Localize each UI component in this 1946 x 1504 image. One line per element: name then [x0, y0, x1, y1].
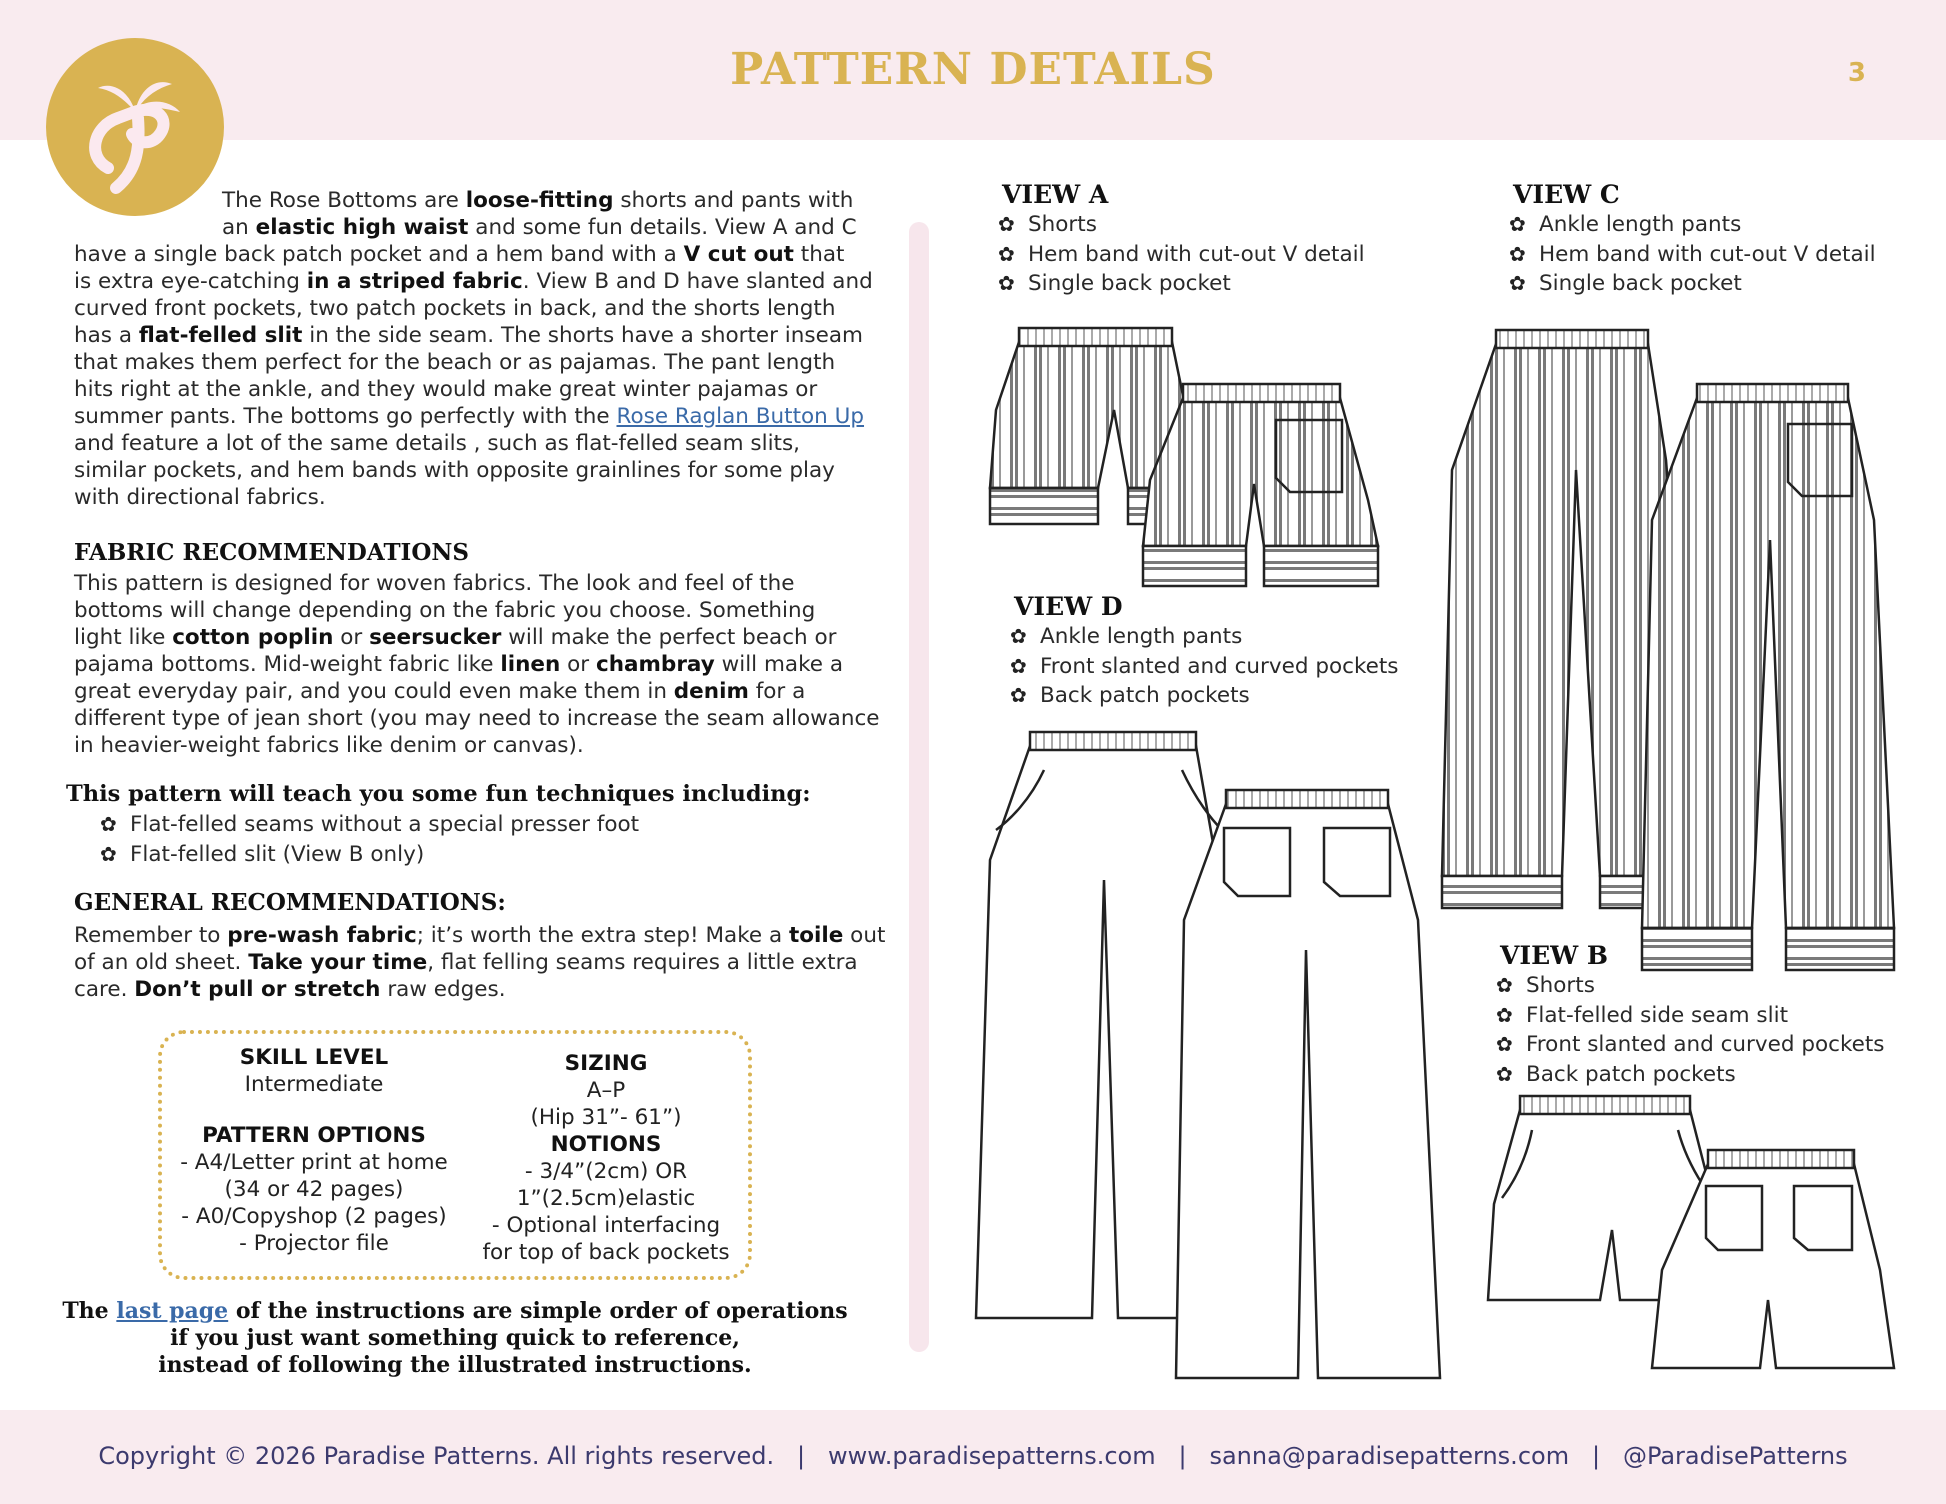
flower-bullet-icon: ✿: [1010, 683, 1027, 707]
options-item: - Projector file: [239, 1231, 389, 1256]
intro-line: is extra eye-catching in a striped fabric. View B and D have slanted and: [74, 269, 873, 294]
fabric-line: great everyday pair, and you could even make them in denim for a: [74, 679, 806, 704]
intro-line: with directional fabrics.: [74, 485, 326, 510]
skill-value: Intermediate: [244, 1072, 384, 1097]
options-item: - A4/Letter print at home: [180, 1150, 448, 1175]
footer-text: Copyright © 2026 Paradise Patterns. All rights reserved. | www.paradisepatterns.com | sanna@paradisepatterns.com | @ParadisePatterns: [98, 1442, 1848, 1470]
notions-item: 1”(2.5cm)elastic: [516, 1186, 696, 1211]
list-item: ✿ Front slanted and curved pockets: [1496, 1030, 1885, 1060]
view-a-title: VIEW A: [1002, 180, 1109, 209]
list-item: ✿ Single back pocket: [1509, 269, 1876, 299]
flower-bullet-icon: ✿: [1496, 1002, 1513, 1027]
intro-line: an elastic high waist and some fun details. View A and C: [222, 215, 857, 240]
flower-bullet-icon: ✿: [1010, 653, 1027, 678]
website-link[interactable]: www.paradisepatterns.com: [828, 1442, 1156, 1470]
intro-line: has a flat-felled slit in the side seam. The shorts have a shorter inseam: [74, 323, 863, 348]
fabric-line: in heavier-weight fabrics like denim or canvas).: [74, 733, 584, 758]
sizing-item: A–P: [586, 1078, 626, 1103]
list-item: ✿ Shorts: [998, 210, 1365, 240]
list-item: ✿ Flat-felled side seam slit: [1496, 1001, 1885, 1031]
fabric-line: pajama bottoms. Mid-weight fabric like linen or chambray will make a: [74, 652, 844, 677]
list-item: ✿ Flat-felled slit (View B only): [100, 840, 639, 870]
options-item: - A0/Copyshop (2 pages): [181, 1204, 447, 1229]
flower-bullet-icon: ✿: [998, 212, 1015, 236]
intro-line: and feature a lot of the same details , such as flat-felled seam slits,: [74, 431, 801, 456]
general-line: of an old sheet. Take your time, flat felling seams requires a little extra: [74, 950, 858, 975]
closing-line: The last page of the instructions are simple order of operations: [62, 1298, 848, 1324]
sizing-label: SIZING: [564, 1051, 648, 1076]
flower-bullet-icon: ✿: [1509, 212, 1526, 236]
sizing-item: (Hip 31”- 61”): [530, 1105, 682, 1130]
copyright: Copyright © 2026 Paradise Patterns. All rights reserved.: [98, 1442, 775, 1470]
notions-label: NOTIONS: [550, 1132, 662, 1157]
flower-bullet-icon: ✿: [1509, 241, 1526, 266]
flower-bullet-icon: ✿: [1496, 1032, 1513, 1056]
intro-line: have a single back patch pocket and a hem band with a V cut out that: [74, 242, 845, 267]
intro-line: curved front pockets, two patch pockets in back, and the shorts length: [74, 296, 836, 321]
intro-line: summer pants. The bottoms go perfectly with the Rose Raglan Button Up: [74, 404, 865, 429]
page-number: 3: [1847, 58, 1866, 88]
list-item: ✿ Single back pocket: [998, 269, 1365, 299]
intro-line: The Rose Bottoms are loose-fitting shorts and pants with: [222, 188, 854, 213]
social-handle[interactable]: @ParadisePatterns: [1622, 1442, 1848, 1470]
skill-label: SKILL LEVEL: [239, 1045, 389, 1070]
view-c-back-illustration: [1642, 384, 1894, 970]
notions-item: - 3/4”(2cm) OR: [524, 1159, 688, 1184]
notions-item: - Optional interfacing: [491, 1213, 721, 1238]
fabric-line: This pattern is designed for woven fabrics. The look and feel of the: [74, 571, 795, 596]
flower-bullet-icon: ✿: [998, 271, 1015, 295]
view-d-title: VIEW D: [1014, 592, 1123, 621]
fabric-line: different type of jean short (you may need to increase the seam allowance: [74, 706, 880, 731]
techniques-heading: This pattern will teach you some fun techniques including:: [66, 781, 811, 807]
page-footer: [0, 1410, 1946, 1504]
last-page-link[interactable]: last page: [116, 1298, 229, 1324]
general-line: care. Don’t pull or stretch raw edges.: [74, 977, 506, 1002]
intro-line: similar pockets, and hem bands with opposite grainlines for some play: [74, 458, 835, 483]
rose-raglan-link[interactable]: Rose Raglan Button Up: [616, 404, 865, 429]
flower-bullet-icon: ✿: [1496, 1061, 1513, 1086]
flower-bullet-icon: ✿: [1496, 973, 1513, 997]
list-item: ✿ Shorts: [1496, 971, 1885, 1001]
list-item: ✿ Back patch pockets: [1010, 681, 1399, 711]
list-item: ✿ Hem band with cut-out V detail: [998, 240, 1365, 270]
view-c-title: VIEW C: [1513, 180, 1620, 209]
fabric-line: light like cotton poplin or seersucker will make the perfect beach or: [74, 625, 837, 650]
flower-bullet-icon: ✿: [100, 812, 117, 836]
list-item: ✿ Ankle length pants: [1010, 622, 1399, 652]
closing-line: instead of following the illustrated instructions.: [158, 1352, 752, 1378]
intro-line: that makes them perfect for the beach or as pajamas. The pant length: [74, 350, 836, 375]
general-line: Remember to pre-wash fabric; it’s worth the extra step! Make a toile out: [74, 923, 886, 948]
list-item: ✿ Hem band with cut-out V detail: [1509, 240, 1876, 270]
flower-bullet-icon: ✿: [998, 241, 1015, 266]
general-heading: GENERAL RECOMMENDATIONS:: [74, 889, 506, 916]
options-item: (34 or 42 pages): [224, 1177, 404, 1202]
flower-bullet-icon: ✿: [1010, 624, 1027, 648]
view-d-back-illustration: [1176, 790, 1440, 1378]
fabric-line: bottoms will change depending on the fabric you choose. Something: [74, 598, 816, 623]
list-item: ✿ Front slanted and curved pockets: [1010, 652, 1399, 682]
flower-bullet-icon: ✿: [100, 841, 117, 866]
closing-line: if you just want something quick to reference,: [170, 1325, 740, 1351]
view-b-title: VIEW B: [1500, 941, 1609, 970]
fabric-heading: FABRIC RECOMMENDATIONS: [74, 539, 469, 566]
options-label: PATTERN OPTIONS: [202, 1123, 426, 1148]
view-a-back-illustration: [1143, 384, 1378, 586]
notions-item: for top of back pockets: [482, 1240, 730, 1265]
list-item: ✿ Flat-felled seams without a special presser foot: [100, 810, 639, 840]
flower-bullet-icon: ✿: [1509, 271, 1526, 295]
page-title: PATTERN DETAILS: [730, 44, 1216, 95]
list-item: ✿ Back patch pockets: [1496, 1060, 1885, 1090]
list-item: ✿ Ankle length pants: [1509, 210, 1876, 240]
intro-line: hits right at the ankle, and they would make great winter pajamas or: [74, 377, 818, 402]
email-link[interactable]: sanna@paradisepatterns.com: [1209, 1442, 1570, 1470]
